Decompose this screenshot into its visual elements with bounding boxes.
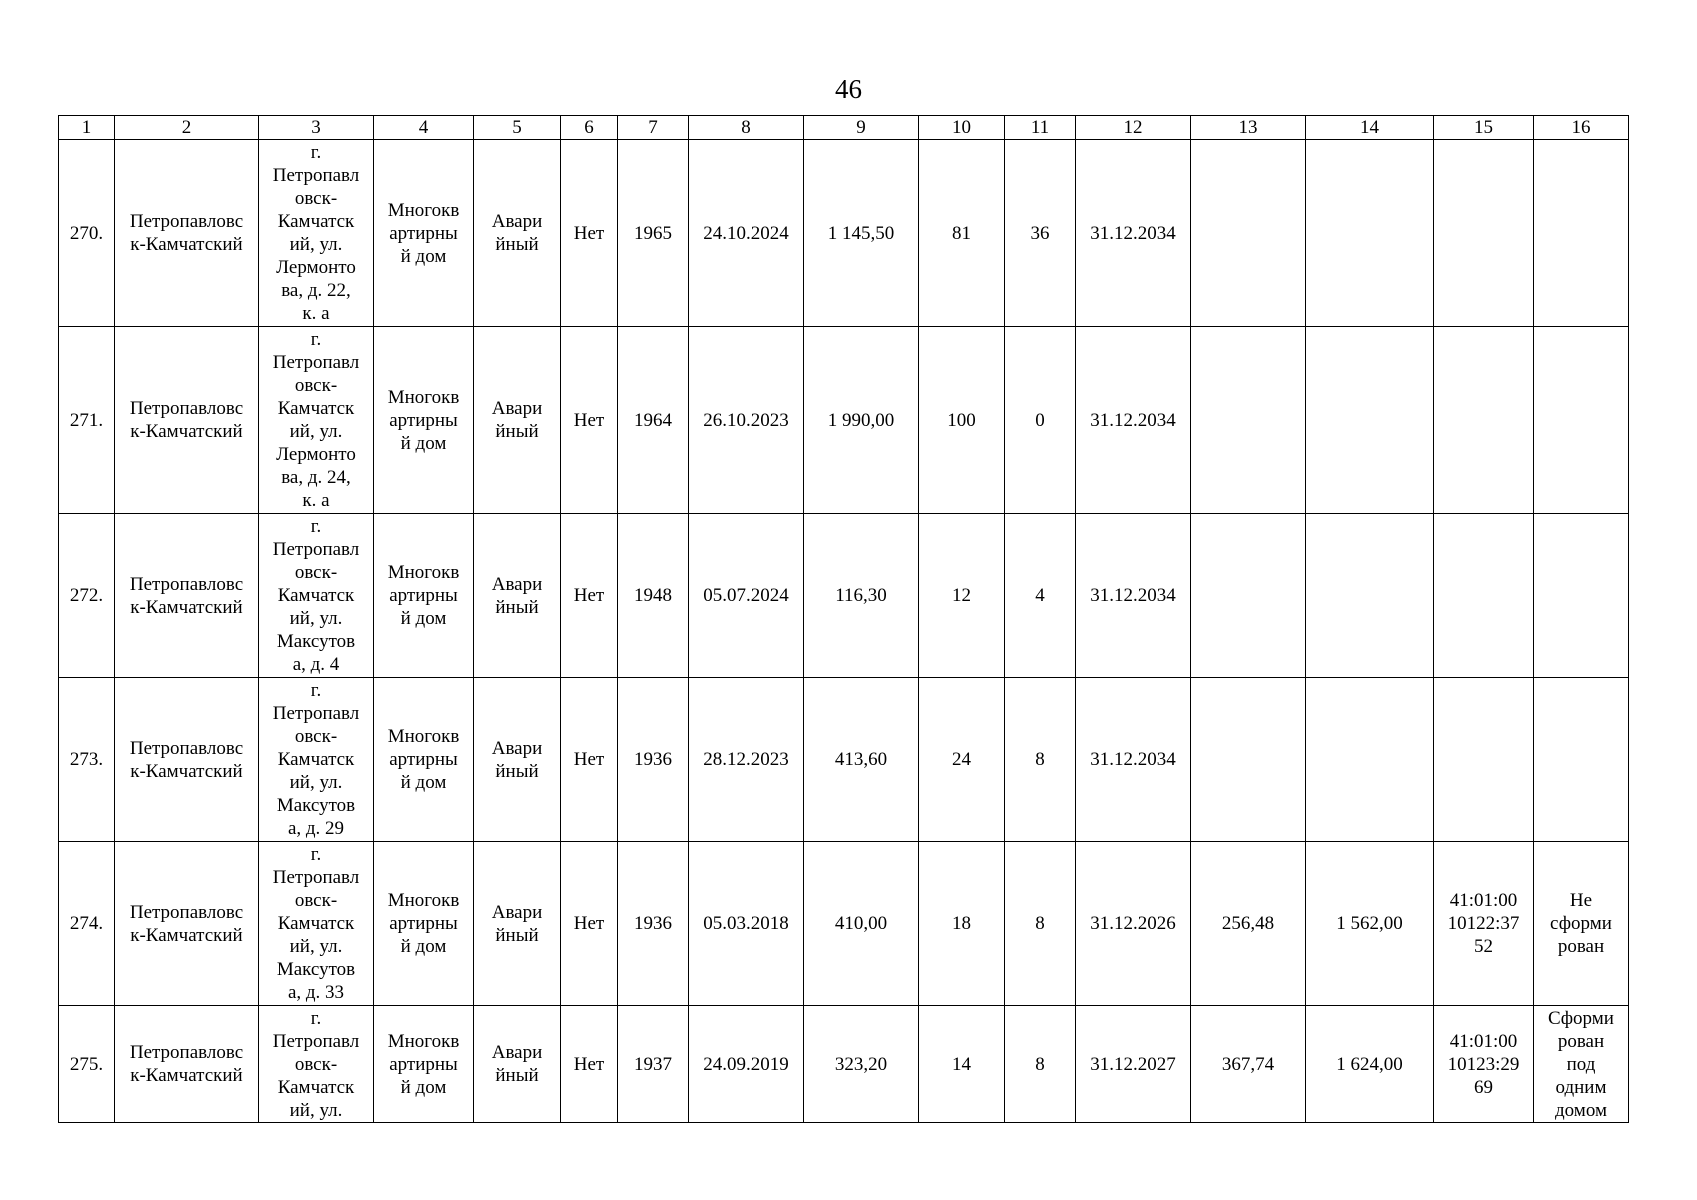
column-14-cell: 1 562,00 [1306,842,1434,1006]
area-cell: 410,00 [804,842,919,1006]
date-cell: 24.09.2019 [689,1006,804,1123]
column-14-cell [1306,678,1434,842]
deadline-cell: 31.12.2027 [1076,1006,1191,1123]
flag-cell: Нет [561,140,618,327]
column-13-cell: 367,74 [1191,1006,1306,1123]
table-row [59,678,1629,842]
municipality-cell [115,327,259,514]
cell-line: Камчатск [277,913,355,934]
column-13-cell [1191,678,1306,842]
cell-line: ий, ул. [289,608,343,629]
address-cell [259,140,374,327]
flag-cell: Нет [561,678,618,842]
address-cell [259,1006,374,1123]
cell-line: к. а [302,303,330,324]
table-row [59,1006,1629,1123]
cell-line: артирны [389,585,458,606]
cell-line: 41:01:00 [1449,1030,1518,1052]
cell-line: йный [495,234,539,255]
cell-line: к-Камчатский [130,924,243,946]
column-number: 14 [1306,116,1434,140]
column-13-cell [1191,140,1306,327]
cell-line: Петропавловс [129,737,244,759]
cell-line: под [1566,1053,1596,1075]
land-plot-note-cell [1534,514,1629,678]
cell-line: ий, ул. [289,1099,343,1121]
cell-line: Петропавловс [129,211,244,232]
year-cell: 1936 [618,842,689,1006]
cell-line: к-Камчатский [130,1065,243,1086]
deadline-cell: 31.12.2034 [1076,678,1191,842]
land-plot-note-cell [1534,140,1629,327]
cell-line: артирны [389,222,458,244]
cell-line: Камчатск [277,211,355,232]
land-plot-note-cell [1534,327,1629,514]
area-cell: 116,30 [804,514,919,678]
cell-line: Авари [491,398,543,419]
cell-line: Многокв [387,386,460,408]
cell-line: г. [310,844,322,865]
apartments-cell: 36 [1005,140,1076,327]
building-type-cell [374,327,474,514]
date-cell: 05.03.2018 [689,842,804,1006]
cell-line: Авари [491,901,543,923]
cell-line: Не [1569,890,1593,911]
column-number: 9 [804,116,919,140]
cell-line: ва, д. 22, [281,280,351,301]
cell-line: й дом [400,432,447,454]
cell-line: Петропавловс [129,573,244,595]
deadline-cell: 31.12.2026 [1076,842,1191,1006]
cell-line: к-Камчатский [130,596,243,618]
table-row [59,842,1629,1006]
cell-line: й дом [400,1076,447,1098]
cell-line: а, д. 4 [292,654,340,675]
column-number: 10 [919,116,1005,140]
cell-line: г. [310,516,322,537]
cell-line: Петропавл [272,352,360,373]
building-type-cell [374,140,474,327]
cell-line: 41:01:00 [1449,890,1518,911]
building-type-cell [374,1006,474,1123]
cadastral-number-cell [1434,514,1534,678]
address-cell [259,514,374,678]
flag-cell: Нет [561,514,618,678]
column-number: 7 [618,116,689,140]
cell-line: г. [310,1007,322,1029]
cell-line: йный [495,760,539,782]
cell-line: Петропавл [272,539,360,560]
residents-cell: 12 [919,514,1005,678]
cell-line: рован [1557,936,1605,957]
building-type-cell [374,842,474,1006]
cell-line: Петропавл [272,1030,360,1052]
year-cell: 1937 [618,1006,689,1123]
residents-cell: 18 [919,842,1005,1006]
cell-line: 69 [1474,1076,1493,1098]
year-cell: 1965 [618,140,689,327]
column-number-row [59,116,1629,140]
cell-line: к. а [302,490,330,511]
cadastral-number-cell [1434,1006,1534,1123]
apartments-cell: 8 [1005,678,1076,842]
row-number-cell: 270. [59,140,115,327]
cell-line: Камчатск [277,585,355,606]
cell-line: й дом [400,608,447,629]
row-number-cell: 271. [59,327,115,514]
cell-line: йный [495,421,539,442]
cell-line: домом [1555,1099,1607,1121]
column-13-cell [1191,327,1306,514]
cell-line: й дом [400,772,447,793]
cell-line: Петропавл [272,703,360,724]
table-row [59,514,1629,678]
cell-line: овск- [294,1053,338,1075]
municipality-cell [115,678,259,842]
condition-cell [474,842,561,1006]
cell-line: а, д. 29 [287,818,345,839]
cell-line: рован [1557,1030,1605,1052]
flag-cell: Нет [561,1006,618,1123]
cell-line: овск- [294,562,338,583]
condition-cell [474,1006,561,1123]
building-type-cell [374,678,474,842]
condition-cell [474,327,561,514]
cell-line: Камчатск [277,1076,355,1098]
cell-line: Авари [491,211,543,232]
residents-cell: 14 [919,1006,1005,1123]
row-number-cell: 275. [59,1006,115,1123]
flag-cell: Нет [561,327,618,514]
page-number: 46 [835,74,862,104]
column-number: 1 [59,116,115,140]
cadastral-number-cell [1434,327,1534,514]
column-number: 3 [259,116,374,140]
residents-cell: 24 [919,678,1005,842]
area-cell: 1 145,50 [804,140,919,327]
cell-line: Максутов [276,795,356,816]
cell-line: 10123:29 [1447,1053,1520,1075]
cell-line: Многокв [387,726,460,747]
table-body [59,140,1629,1123]
cell-line: Многокв [387,199,460,221]
cell-line: Петропавл [272,165,360,186]
column-number: 8 [689,116,804,140]
condition-cell [474,678,561,842]
cell-line: й дом [400,245,447,267]
cell-line: Максутов [276,631,356,652]
cell-line: Петропавл [272,867,360,888]
cell-line: артирны [389,913,458,934]
apartments-cell: 0 [1005,327,1076,514]
cell-line: Многокв [387,562,460,583]
row-number-cell: 274. [59,842,115,1006]
column-number: 13 [1191,116,1306,140]
cell-line: Сформи [1548,1007,1614,1029]
table-row [59,140,1629,327]
cell-line: Камчатск [277,749,355,770]
cell-line: овск- [294,890,338,911]
apartments-cell: 8 [1005,842,1076,1006]
cell-line: Лермонто [276,444,356,465]
cell-line: г. [310,680,322,701]
area-cell: 323,20 [804,1006,919,1123]
cell-line: г. [310,142,322,163]
column-number: 2 [115,116,259,140]
column-14-cell [1306,140,1434,327]
land-plot-note-cell [1534,1006,1629,1123]
municipality-cell [115,514,259,678]
building-type-cell [374,514,474,678]
year-cell: 1936 [618,678,689,842]
cell-line: а, д. 33 [287,982,345,1003]
land-plot-note-cell [1534,842,1629,1006]
column-13-cell: 256,48 [1191,842,1306,1006]
cell-line: Авари [491,573,543,595]
deadline-cell: 31.12.2034 [1076,140,1191,327]
cell-line: йный [495,1065,539,1086]
column-14-cell [1306,514,1434,678]
cell-line: артирны [389,749,458,770]
cell-line: сформи [1550,913,1612,934]
area-cell: 1 990,00 [804,327,919,514]
date-cell: 24.10.2024 [689,140,804,327]
deadline-cell: 31.12.2034 [1076,514,1191,678]
cell-line: Лермонто [276,257,356,278]
cell-line: овск- [294,188,338,209]
cell-line: 10122:37 [1447,913,1520,934]
address-cell [259,327,374,514]
cell-line: Камчатск [277,398,355,419]
column-13-cell [1191,514,1306,678]
apartments-cell: 8 [1005,1006,1076,1123]
cell-line: овск- [294,726,338,747]
deadline-cell: 31.12.2034 [1076,327,1191,514]
residents-cell: 100 [919,327,1005,514]
cell-line: й дом [400,936,447,957]
municipality-cell [115,842,259,1006]
cell-line: г. [310,329,322,350]
cell-line: Петропавловс [129,1042,244,1063]
residents-cell: 81 [919,140,1005,327]
cell-line: Петропавловс [129,901,244,923]
apartments-cell: 4 [1005,514,1076,678]
cell-line: ий, ул. [289,421,343,442]
municipality-cell [115,140,259,327]
cell-line: артирны [389,1053,458,1075]
cell-line: йный [495,596,539,618]
cell-line: к-Камчатский [130,421,243,442]
date-cell: 05.07.2024 [689,514,804,678]
cell-line: овск- [294,375,338,396]
cell-line: к-Камчатский [130,234,243,255]
row-number-cell: 272. [59,514,115,678]
table-row [59,327,1629,514]
year-cell: 1964 [618,327,689,514]
cadastral-number-cell [1434,842,1534,1006]
year-cell: 1948 [618,514,689,678]
cell-line: Максутов [276,959,356,980]
cell-line: Многокв [387,1030,460,1052]
cell-line: артирны [389,409,458,431]
column-number: 4 [374,116,474,140]
cadastral-number-cell [1434,678,1534,842]
cell-line: Петропавловс [129,398,244,419]
date-cell: 28.12.2023 [689,678,804,842]
cell-line: Многокв [387,890,460,911]
address-cell [259,842,374,1006]
land-plot-note-cell [1534,678,1629,842]
column-number: 5 [474,116,561,140]
cell-line: 52 [1474,936,1493,957]
column-number: 12 [1076,116,1191,140]
cell-line: йный [495,924,539,946]
cadastral-number-cell [1434,140,1534,327]
condition-cell [474,514,561,678]
cell-line: ва, д. 24, [281,467,351,488]
cell-line: одним [1555,1076,1607,1098]
cell-line: ий, ул. [289,936,343,957]
housing-registry-table [58,115,1629,1123]
column-number: 11 [1005,116,1076,140]
column-14-cell: 1 624,00 [1306,1006,1434,1123]
row-number-cell: 273. [59,678,115,842]
municipality-cell [115,1006,259,1123]
cell-line: к-Камчатский [130,760,243,782]
cell-line: ий, ул. [289,234,343,255]
column-number: 6 [561,116,618,140]
column-number: 15 [1434,116,1534,140]
flag-cell: Нет [561,842,618,1006]
cell-line: Авари [491,1042,543,1063]
column-number: 16 [1534,116,1629,140]
area-cell: 413,60 [804,678,919,842]
cell-line: ий, ул. [289,772,343,793]
cell-line: Авари [491,737,543,759]
column-14-cell [1306,327,1434,514]
date-cell: 26.10.2023 [689,327,804,514]
address-cell [259,678,374,842]
condition-cell [474,140,561,327]
